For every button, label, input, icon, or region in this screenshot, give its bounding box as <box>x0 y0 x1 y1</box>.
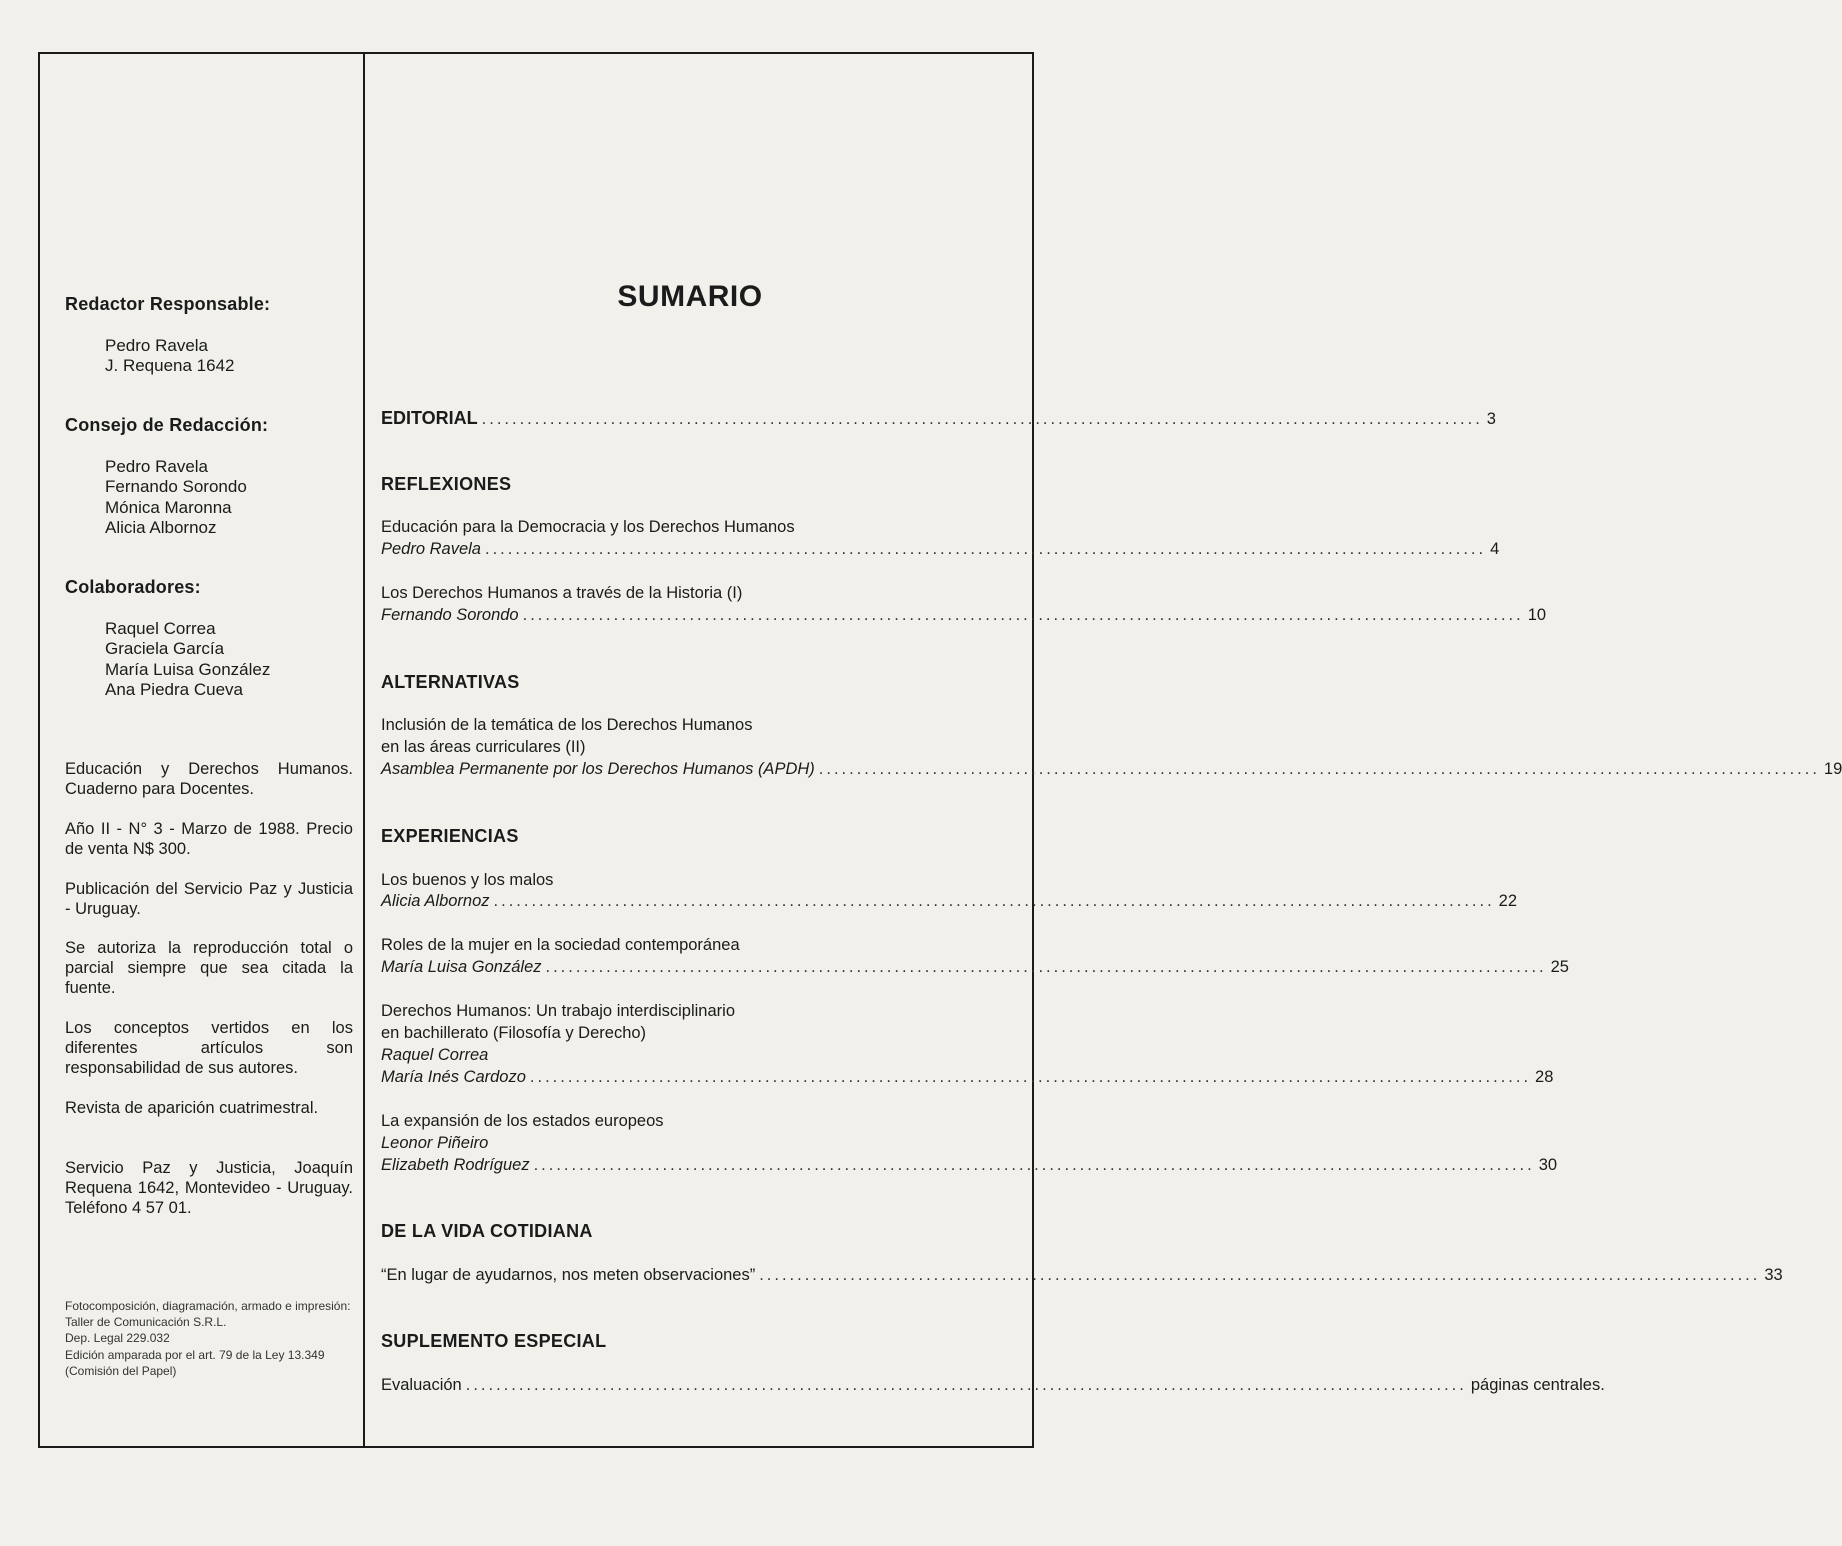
colaborador: Graciela García <box>105 639 225 659</box>
leader-dots: .................................................................................................................................... <box>545 958 1547 976</box>
article-title[interactable]: Roles de la mujer en la sociedad contemporánea <box>381 936 740 954</box>
article-title: “En lugar de ayudarnos, nos meten observaciones” <box>381 1266 756 1284</box>
leader-dots: .................................................................................................................................... <box>818 760 1820 778</box>
colaboradores-heading: Colaboradores: <box>65 577 201 597</box>
colaborador: Raquel Correa <box>105 619 216 638</box>
page-number: páginas centrales. <box>1470 1376 1605 1394</box>
editorial-label: EDITORIAL <box>381 408 478 428</box>
toc-entry[interactable] <box>381 956 1569 978</box>
colaborador: Ana Piedra Cueva <box>105 679 243 699</box>
info-publication-title: Educación y Derechos Humanos. Cuaderno para Docentes. <box>65 760 353 798</box>
redactor-name: Pedro Ravela <box>105 336 209 355</box>
section-suplemento: SUPLEMENTO ESPECIAL <box>381 1331 607 1351</box>
toc-entry[interactable] <box>381 1066 1554 1088</box>
page-number: 22 <box>1498 892 1518 910</box>
leader-dots: .................................................................................................................................... <box>493 892 1495 910</box>
page-number: 33 <box>1764 1266 1783 1284</box>
leader-dots: .................................................................................................................................... <box>481 410 1483 428</box>
article-title[interactable]: La expansión de los estados europeos <box>381 1112 664 1130</box>
consejo-heading: Consejo de Redacción: <box>65 415 269 435</box>
credits-line: Edición amparada por el art. 79 de la Ley 13.349 (Comisión del Papel) <box>65 1347 325 1378</box>
article-title[interactable]: en bachillerato (Filosofía y Derecho) <box>381 1024 647 1042</box>
leader-dots: .................................................................................................................................... <box>533 1156 1535 1174</box>
info-reproduction: Se autoriza la reproducción total o parcial siempre que sea citada la fuente. <box>65 939 353 997</box>
credits-line: Dep. Legal 229.032 <box>65 1331 170 1346</box>
article-author: Elizabeth Rodríguez <box>381 1156 530 1174</box>
leader-dots: .................................................................................................................................... <box>484 540 1487 558</box>
leader-dots: .................................................................................................................................... <box>465 1376 1467 1394</box>
toc-entry[interactable] <box>381 890 1518 912</box>
article-author: Asamblea Permanente por los Derechos Humanos (APDH) <box>381 760 815 778</box>
consejo-member: Pedro Ravela <box>105 457 209 476</box>
consejo-list <box>105 457 247 538</box>
info-issue-price: Año II - N° 3 - Marzo de 1988. Precio de venta N$ 300. <box>65 820 353 858</box>
article-author: María Inés Cardozo <box>381 1068 526 1086</box>
credits-line: Fotocomposición, diagramación, armado e impresión: <box>65 1299 351 1313</box>
redactor-list <box>105 336 235 377</box>
consejo-member: Alicia Albornoz <box>105 517 217 537</box>
colaboradores-list <box>105 619 270 700</box>
toc-entry[interactable] <box>381 1154 1558 1176</box>
info-publisher: Publicación del Servicio Paz y Justicia - Uruguay. <box>65 880 353 918</box>
article-title: Evaluación <box>381 1376 462 1394</box>
article-author: Pedro Ravela <box>381 540 481 558</box>
page-number: 10 <box>1527 606 1547 624</box>
credits-line: Taller de Comunicación S.R.L. <box>65 1315 227 1330</box>
page-number: 28 <box>1535 1068 1554 1086</box>
consejo-member: Mónica Maronna <box>105 497 232 517</box>
redactor-heading: Redactor Responsable: <box>65 294 271 314</box>
info-frequency: Revista de aparición cuatrimestral. <box>65 1099 319 1117</box>
article-author: Raquel Correa <box>381 1046 489 1064</box>
article-title[interactable]: Inclusión de la temática de los Derechos Humanos <box>381 716 753 734</box>
article-title[interactable]: en las áreas curriculares (II) <box>381 738 586 756</box>
credits <box>65 1298 360 1379</box>
article-title[interactable]: Los Derechos Humanos a través de la Historia (I) <box>381 584 743 602</box>
section-vida-cotidiana: DE LA VIDA COTIDIANA <box>381 1221 593 1241</box>
article-author: Fernando Sorondo <box>381 606 519 624</box>
colaborador: María Luisa González <box>105 659 271 679</box>
page-number: 19 <box>1823 760 1842 778</box>
info-responsibility: Los conceptos vertidos en los diferentes artículos son responsabilidad de sus autores. <box>65 1019 353 1077</box>
article-author: Leonor Piñeiro <box>381 1134 489 1152</box>
consejo-member: Fernando Sorondo <box>105 477 247 497</box>
leader-dots: .................................................................................................................................... <box>529 1068 1532 1086</box>
toc-entry[interactable] <box>381 758 1842 780</box>
article-author: Alicia Albornoz <box>381 892 490 910</box>
section-alternativas: ALTERNATIVAS <box>381 672 520 692</box>
page-number: 4 <box>1490 540 1500 558</box>
page-number: 3 <box>1486 410 1496 428</box>
article-title[interactable]: Derechos Humanos: Un trabajo interdisciplinario <box>381 1002 736 1020</box>
section-reflexiones: REFLEXIONES <box>381 474 512 494</box>
toc-entry[interactable] <box>381 1374 1605 1396</box>
leader-dots: .................................................................................................................................... <box>759 1266 1761 1284</box>
info-address: Servicio Paz y Justicia, Joaquín Requena 1642, Montevideo - Uruguay. Teléfono 4 57 01. <box>65 1159 353 1217</box>
toc-editorial[interactable] <box>381 407 1496 430</box>
section-experiencias: EXPERIENCIAS <box>381 826 519 846</box>
leader-dots: .................................................................................................................................... <box>522 606 1524 624</box>
sumario-title: SUMARIO <box>617 280 763 313</box>
redactor-address: J. Requena 1642 <box>105 356 235 376</box>
toc-entry[interactable] <box>381 538 1500 560</box>
column-divider <box>363 52 365 1448</box>
toc-entry[interactable] <box>381 1264 1783 1286</box>
article-title[interactable]: Educación para la Democracia y los Derechos Humanos <box>381 518 795 536</box>
page-number: 30 <box>1538 1156 1558 1174</box>
article-title[interactable]: Los buenos y los malos <box>381 871 554 889</box>
toc-entry[interactable] <box>381 604 1547 626</box>
article-author: María Luisa González <box>381 958 542 976</box>
page-number: 25 <box>1550 958 1569 976</box>
